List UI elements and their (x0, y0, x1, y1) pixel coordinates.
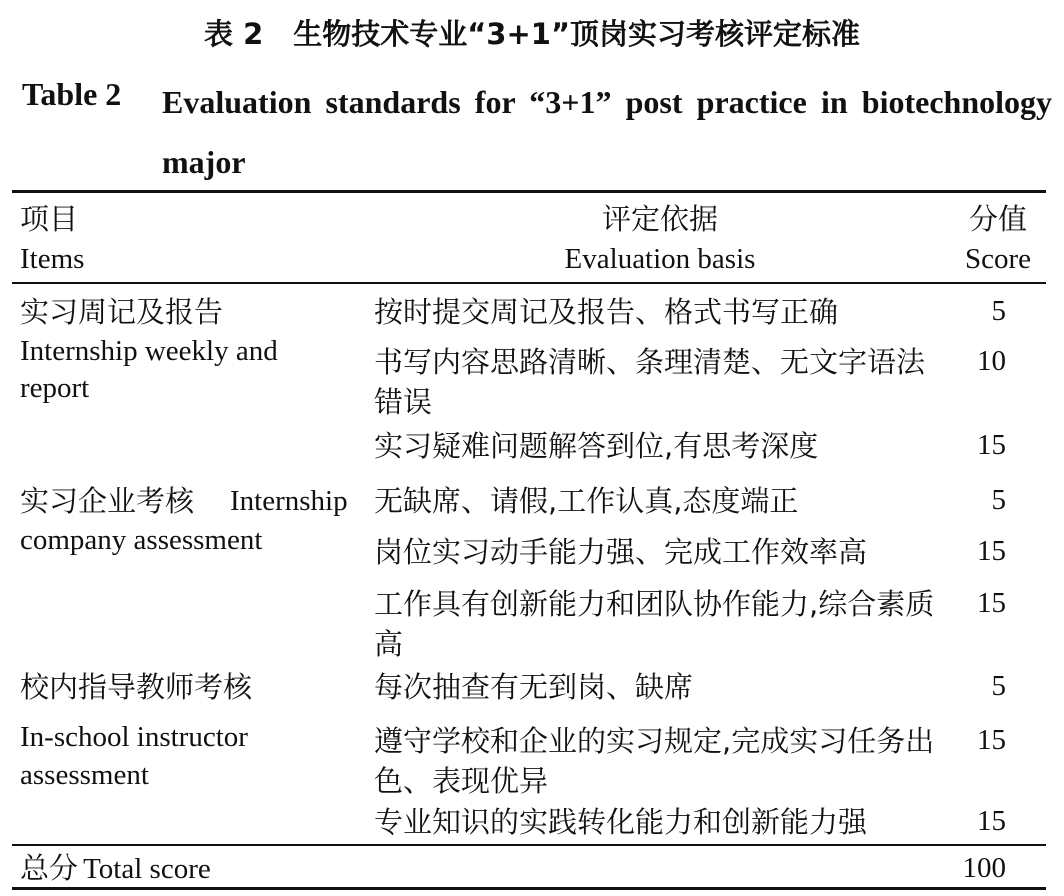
caption-cn-title: 生物技术专业“3+1”顶岗实习考核评定标准 (293, 17, 861, 51)
total-label-en: Total score (83, 853, 211, 885)
group-3-row-3-score: 15 (977, 805, 1006, 837)
group-2-item-en-line-1: Internship (230, 485, 348, 517)
header-basis-cn: 评定依据 (601, 202, 718, 236)
group-3-row-2-score: 15 (977, 724, 1006, 756)
group-3-row-3-basis: 专业知识的实践转化能力和创新能力强 (374, 805, 868, 839)
header-basis-en: Evaluation basis (564, 243, 756, 275)
caption-cn (0, 14, 1064, 54)
header-items-en: Items (20, 243, 85, 275)
header-items-cn: 项目 (20, 202, 79, 236)
total-label (20, 848, 211, 888)
table-total-rule (12, 844, 1046, 846)
table-top-rule (12, 190, 1046, 193)
caption-en-title: Evaluation standards for “3+1” post practice in biotechnology major (162, 84, 1052, 180)
group-1-row-2-score: 10 (977, 345, 1006, 377)
group-2-item-en-line-2: company assessment (20, 524, 263, 556)
group-3-row-2-basis: 遵守学校和企业的实习规定,完成实习任务出色、表现优异 (374, 724, 935, 798)
group-1-row-3-score: 15 (977, 429, 1006, 461)
group-1-item-en: Internship weekly and report (20, 335, 278, 404)
caption-cn-number: 表 2 (203, 17, 264, 51)
group-3-item-cn: 校内指导教师考核 (20, 670, 253, 704)
header-score-cn: 分值 (968, 202, 1027, 236)
group-2-row-2-basis: 岗位实习动手能力强、完成工作效率高 (374, 535, 868, 569)
group-2-row-1-score: 5 (991, 484, 1006, 516)
group-3-item-en: In-school instructor assessment (20, 721, 248, 791)
group-1-row-1-basis: 按时提交周记及报告、格式书写正确 (374, 295, 839, 329)
caption-en-label: Table 2 (22, 76, 122, 112)
total-score: 100 (962, 852, 1006, 884)
group-1-row-1-score: 5 (991, 295, 1006, 327)
total-label-cn: 总分 (20, 851, 79, 885)
table-header-rule (12, 282, 1046, 284)
group-2-row-2-score: 15 (977, 535, 1006, 567)
group-2-row-3-score: 15 (977, 587, 1006, 619)
group-1-row-3-basis: 实习疑难问题解答到位,有思考深度 (374, 429, 819, 463)
group-3-row-1-basis: 每次抽查有无到岗、缺席 (374, 670, 694, 704)
group-3-row-1-score: 5 (991, 670, 1006, 702)
group-1-row-2-basis: 书写内容思路清晰、条理清楚、无文字语法错误 (374, 345, 926, 419)
header-score-en: Score (964, 243, 1032, 275)
group-2-item-cn: 实习企业考核 (20, 484, 195, 518)
group-2-row-3-basis: 工作具有创新能力和团队协作能力,综合素质高 (374, 587, 935, 661)
group-1-item-cn: 实习周记及报告 (20, 295, 224, 329)
group-2-row-1-basis: 无缺席、请假,工作认真,态度端正 (374, 484, 799, 518)
